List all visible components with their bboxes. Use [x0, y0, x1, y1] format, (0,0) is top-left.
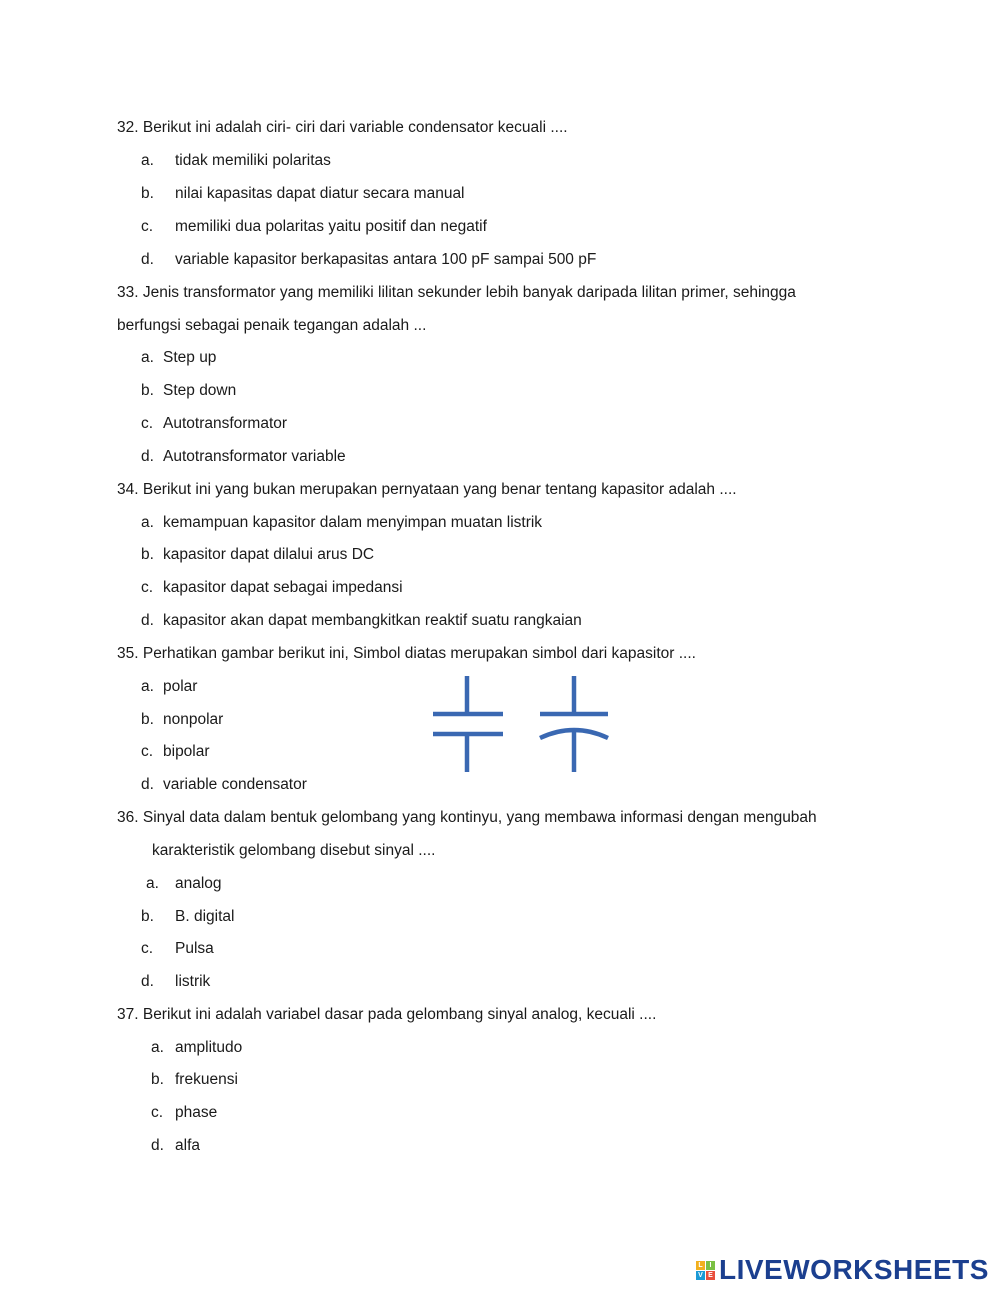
option-letter: b.: [141, 382, 154, 399]
option-letter: c.: [141, 743, 154, 760]
question-36-continued: karakteristik gelombang disebut sinyal ....: [152, 842, 436, 859]
option-letter: c.: [141, 940, 154, 957]
option-letter: a.: [141, 152, 154, 169]
option-text: analog: [175, 875, 222, 892]
capacitor-symbols-figure: [426, 672, 616, 776]
option-letter: c.: [141, 579, 154, 596]
question-35: 35. Perhatikan gambar berikut ini, Simbol diatas merupakan simbol dari kapasitor ....: [117, 645, 696, 662]
option-text: polar: [163, 678, 198, 695]
option-letter: b.: [141, 908, 154, 925]
logo-tiles-icon: [696, 1261, 715, 1280]
option-text: Autotransformator variable: [163, 448, 346, 465]
option-text: kemampuan kapasitor dalam menyimpan muatan listrik: [163, 514, 543, 531]
option-letter: a.: [146, 875, 159, 892]
option-text: Pulsa: [175, 940, 214, 957]
option-text: listrik: [175, 973, 211, 990]
option-text: kapasitor dapat sebagai impedansi: [163, 579, 403, 596]
option-letter: a.: [141, 678, 154, 695]
option-text: B. digital: [175, 908, 235, 925]
option-text: variable condensator: [163, 776, 307, 793]
logo-tile: I: [706, 1261, 715, 1270]
option-text: nilai kapasitas dapat diatur secara manual: [175, 185, 465, 202]
option-letter: a.: [141, 349, 154, 366]
option-letter: b.: [141, 185, 154, 202]
logo-tile: E: [706, 1271, 715, 1280]
option-letter: b.: [141, 546, 154, 563]
option-text: alfa: [175, 1137, 200, 1154]
option-text: bipolar: [163, 743, 210, 760]
option-letter: d.: [141, 612, 154, 629]
option-text: kapasitor dapat dilalui arus DC: [163, 546, 375, 563]
option-letter: a.: [141, 514, 154, 531]
question-33-continued: berfungsi sebagai penaik tegangan adalah ...: [117, 317, 427, 334]
option-text: Step down: [163, 382, 237, 399]
option-letter: c.: [151, 1104, 164, 1121]
option-text: variable kapasitor berkapasitas antara 100 pF sampai 500 pF: [175, 251, 597, 268]
polar-capacitor-icon: [540, 676, 608, 772]
option-letter: b.: [141, 711, 154, 728]
liveworksheets-logo[interactable]: [696, 1255, 989, 1285]
logo-tile: L: [696, 1261, 705, 1270]
logo-wordmark: LIVEWORKSHEETS: [719, 1254, 989, 1285]
option-text: amplitudo: [175, 1039, 243, 1056]
question-34: 34. Berikut ini yang bukan merupakan pernyataan yang benar tentang kapasitor adalah ....: [117, 481, 737, 498]
option-text: memiliki dua polaritas yaitu positif dan negatif: [175, 218, 487, 235]
option-letter: a.: [151, 1039, 164, 1056]
option-text: phase: [175, 1104, 218, 1121]
option-letter: d.: [141, 973, 154, 990]
option-letter: b.: [151, 1071, 164, 1088]
option-letter: c.: [141, 415, 154, 432]
question-36: 36. Sinyal data dalam bentuk gelombang yang kontinyu, yang membawa informasi dengan mengubah: [117, 809, 817, 826]
option-letter: d.: [141, 251, 154, 268]
option-text: nonpolar: [163, 711, 224, 728]
option-text: tidak memiliki polaritas: [175, 152, 331, 169]
nonpolar-capacitor-icon: [433, 676, 503, 772]
option-letter: d.: [151, 1137, 164, 1154]
question-37: 37. Berikut ini adalah variabel dasar pada gelombang sinyal analog, kecuali ....: [117, 1006, 657, 1023]
option-letter: c.: [141, 218, 154, 235]
option-text: Step up: [163, 349, 217, 366]
option-text: Autotransformator: [163, 415, 288, 432]
option-letter: d.: [141, 448, 154, 465]
question-32: 32. Berikut ini adalah ciri- ciri dari variable condensator kecuali ....: [117, 119, 568, 136]
logo-tile: V: [696, 1271, 705, 1280]
option-text: kapasitor akan dapat membangkitkan reaktif suatu rangkaian: [163, 612, 582, 629]
option-text: frekuensi: [175, 1071, 238, 1088]
question-33: 33. Jenis transformator yang memiliki lilitan sekunder lebih banyak daripada lilitan primer, sehingga: [117, 284, 796, 301]
option-letter: d.: [141, 776, 154, 793]
